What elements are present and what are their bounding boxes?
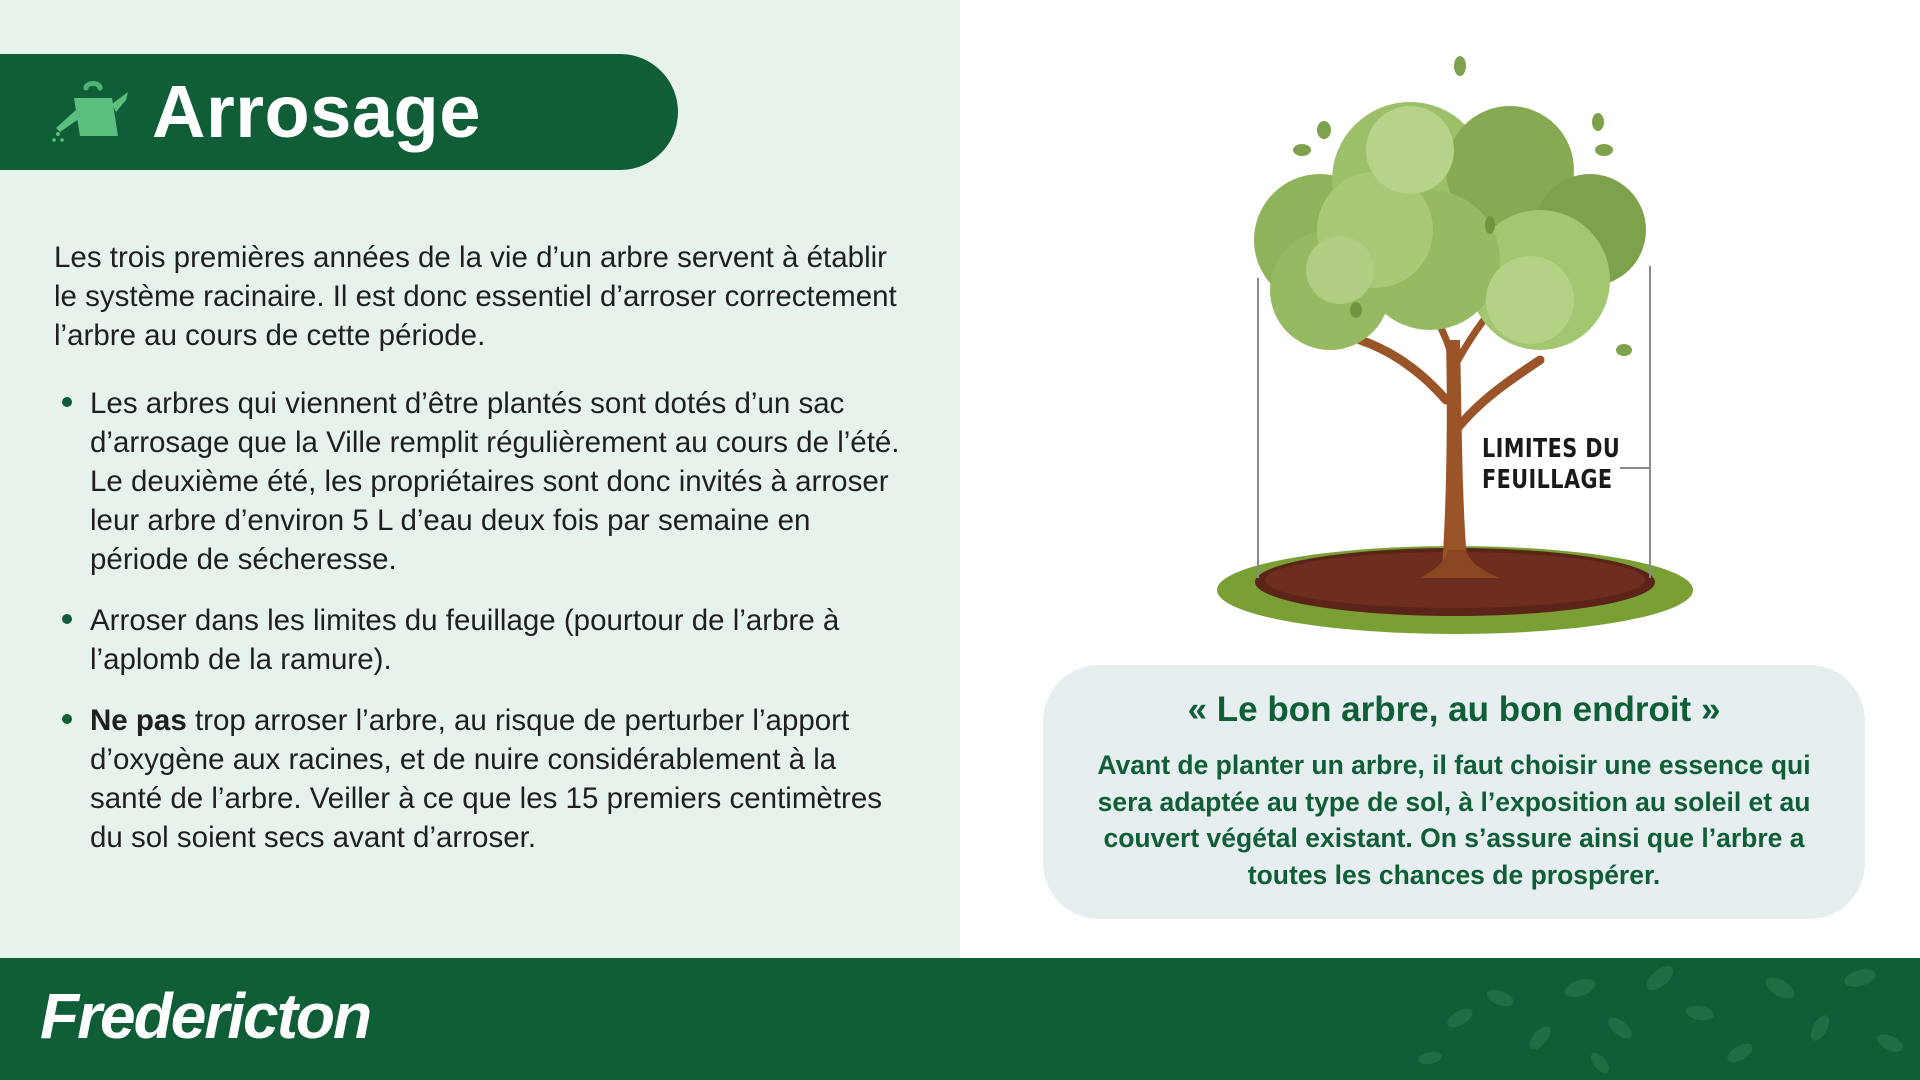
list-item: [54, 384, 910, 579]
quote-body: Avant de planter un arbre, il faut choisir une essence qui sera adaptée au type de sol, à l’exposition au soleil et au couvert végétal existant. On s’assure ainsi que l’arbre a toutes les chances de prospérer.: [1097, 750, 1811, 890]
list-item-emphasis: Ne pas: [90, 704, 187, 737]
leaves-decoration-icon: [1400, 958, 1920, 1080]
list-item-text: Les arbres qui viennent d’être plantés sont dotés d’un sac d’arrosage que la Ville remplit régulièrement au cours de l’été. Le deuxième été, les propriétaires sont donc invités à arroser leur arbre d’environ 5 L d’eau deux fois par semaine en période de sécheresse.: [90, 387, 900, 576]
watering-tips-list: [54, 384, 910, 879]
foliage-limit-label: [1482, 434, 1620, 496]
title-banner: [0, 54, 678, 170]
list-item-text: trop arroser l’arbre, au risque de perturber l’apport d’oxygène aux racines, et de nuire considérablement à la santé de l’arbre. Veiller à ce que les 15 premiers centimètres du sol soient secs avant d’arroser.: [90, 704, 882, 854]
bullet-dot: [62, 397, 72, 407]
quote-box: [1043, 665, 1865, 919]
page-title: Arrosage: [152, 70, 481, 153]
quote-title: « Le bon arbre, au bon endroit »: [1187, 690, 1721, 729]
tree-icon: [1210, 50, 1710, 650]
foliage-label-line2: FEUILLAGE: [1482, 465, 1613, 495]
list-item: [54, 701, 910, 857]
watering-can-icon: [52, 80, 130, 146]
intro-paragraph: Les trois premières années de la vie d’un arbre servent à établir le système racinaire. Il est donc essentiel d’arroser correctement l’arbre au cours de cette période.: [54, 241, 897, 352]
fredericton-logo: Fredericton: [40, 980, 371, 1052]
foliage-label-line1: LIMITES DU: [1482, 434, 1621, 464]
footer: [0, 958, 1920, 1080]
list-item-text: Arroser dans les limites du feuillage (pourtour de l’arbre à l’aplomb de la ramure).: [90, 604, 840, 676]
list-item: [54, 601, 910, 679]
bullet-dot: [62, 614, 72, 624]
bullet-dot: [62, 714, 72, 724]
